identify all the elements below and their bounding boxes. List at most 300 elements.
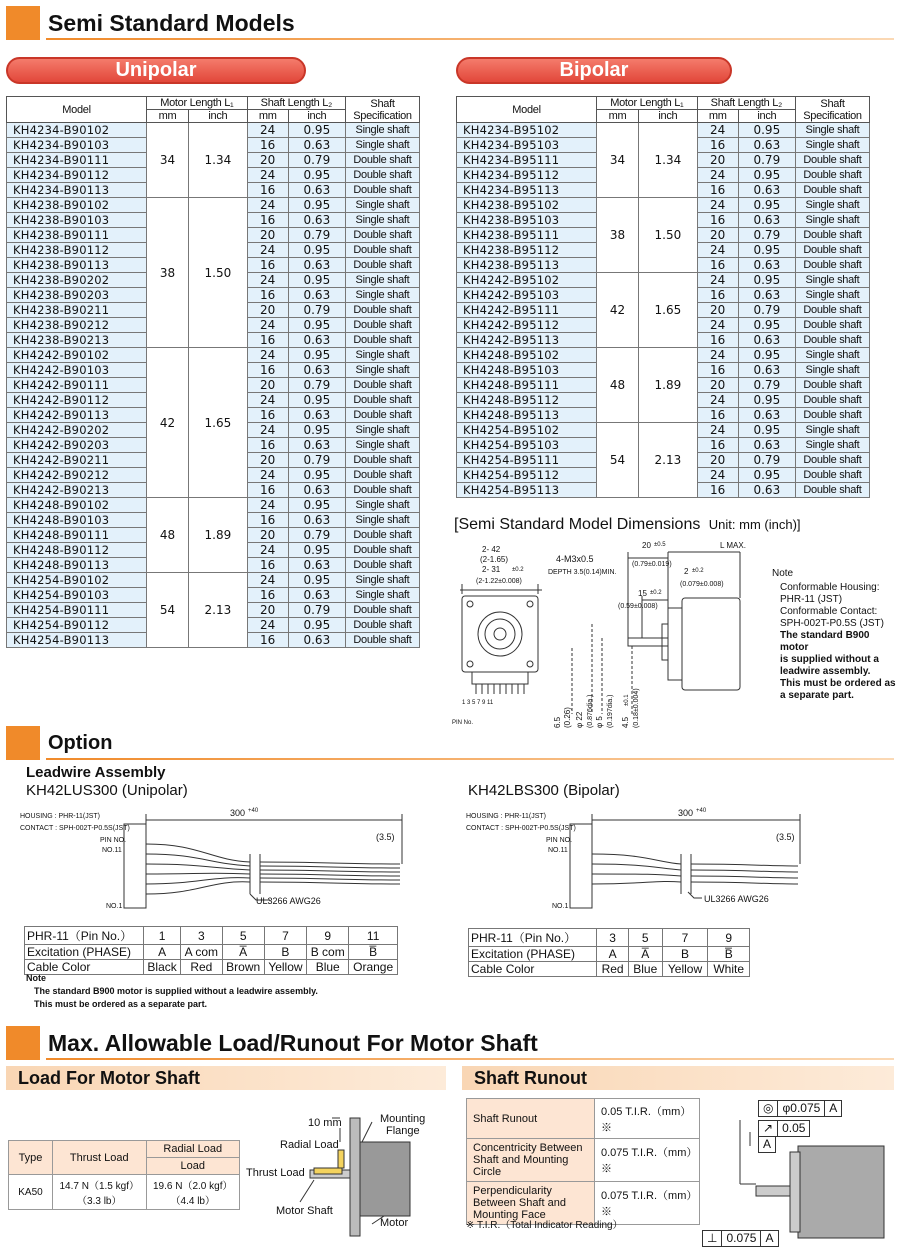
shaft-length-inch: 0.95: [288, 243, 345, 258]
unipolar-pin-table: [24, 926, 398, 975]
model-cell: KH4248-B90111: [7, 528, 147, 543]
model-cell: KH4238-B90102: [7, 198, 147, 213]
shaft-length-mm: 20: [247, 378, 288, 393]
shaft-length-inch: 0.63: [288, 138, 345, 153]
shaft-length-inch: 0.63: [288, 333, 345, 348]
shaft-length-mm: 20: [247, 153, 288, 168]
wire-spec: UL3266 AWG26: [256, 896, 321, 906]
shaft-length-inch: 0.79: [738, 228, 795, 243]
col-inch: inch: [189, 110, 248, 123]
shaft-length-mm: 24: [697, 393, 738, 408]
bipolar-table-body: [457, 123, 870, 498]
no1-label: NO.1: [552, 903, 569, 910]
pin-row: [469, 929, 750, 947]
motor-label: Motor: [380, 1217, 409, 1229]
col-mm: mm: [697, 110, 738, 123]
shaft-length-inch: 0.95: [288, 123, 345, 138]
shaft-length-mm: 16: [247, 288, 288, 303]
shaft-length-mm: 16: [247, 483, 288, 498]
model-cell: KH4234-B90112: [7, 168, 147, 183]
model-cell: KH4242-B90112: [7, 393, 147, 408]
model-cell: KH4242-B95113: [457, 333, 597, 348]
runout-key: Shaft Runout: [467, 1099, 595, 1139]
model-cell: KH4254-B90113: [7, 633, 147, 648]
dim-15-tol: ±0.2: [650, 590, 662, 596]
row-radial: 19.6 N（2.0 kgf）（4.4 lb）: [146, 1175, 240, 1210]
model-cell: KH4242-B90212: [7, 468, 147, 483]
shaft-length-inch: 0.63: [738, 363, 795, 378]
contact-label: CONTACT : SPH-002T-P0.5S(JST): [20, 825, 130, 832]
model-cell: KH4238-B95113: [457, 258, 597, 273]
motor-length-inch: 1.65: [189, 348, 248, 498]
housing: [570, 824, 592, 908]
shaft-length-mm: 24: [697, 168, 738, 183]
pin-cell: 5: [628, 929, 662, 947]
shaft-length-mm: 16: [247, 258, 288, 273]
model-cell: KH4238-B95103: [457, 213, 597, 228]
shaft-spec-cell: Single shaft: [796, 348, 870, 363]
pin-cell: 11: [349, 927, 398, 945]
note-line: a separate part.: [780, 690, 854, 701]
motor-length-mm: 34: [597, 123, 639, 198]
shaft-spec-cell: Double shaft: [346, 603, 420, 618]
shaft-length-inch: 0.79: [288, 603, 345, 618]
motor-length-mm: 54: [147, 573, 189, 648]
thrust-load-arrow: [314, 1168, 342, 1174]
shaft-spec-cell: Single shaft: [346, 588, 420, 603]
model-cell: KH4234-B90103: [7, 138, 147, 153]
model-cell: KH4234-B95113: [457, 183, 597, 198]
break-mark: [681, 854, 691, 894]
col-type: Type: [9, 1141, 53, 1175]
shaft-length-mm: 24: [697, 273, 738, 288]
shaft-length-inch: 0.95: [288, 198, 345, 213]
col-shaft-length: Shaft Length L₂: [697, 97, 795, 110]
model-cell: KH4248-B95111: [457, 378, 597, 393]
row-header: Excitation (PHASE): [469, 947, 597, 962]
runout-value: 0.05 T.I.R.（mm）※: [595, 1099, 700, 1139]
col-thrust: Thrust Load: [53, 1141, 147, 1175]
dim-v4b: (0.18±0.004): [633, 688, 640, 728]
shaft-length-mm: 24: [247, 168, 288, 183]
shaft-length-mm: 20: [697, 153, 738, 168]
thrust-load-label: Thrust Load: [246, 1167, 305, 1179]
connector: [472, 672, 528, 684]
shaft-spec-cell: Double shaft: [796, 243, 870, 258]
strip-length: (3.5): [376, 832, 395, 842]
motor-length-inch: 1.50: [189, 198, 248, 348]
shaft-spec-cell: Single shaft: [346, 498, 420, 513]
shaft-spec-cell: Double shaft: [346, 318, 420, 333]
dim-b-in: (2-1.22±0.008): [476, 578, 522, 585]
shaft-length-inch: 0.95: [738, 273, 795, 288]
pin-cell: A: [144, 945, 181, 960]
runout-subheader: Shaft Runout: [462, 1066, 894, 1090]
no1-label: NO.1: [106, 903, 123, 910]
dim-v2b: (0.876dia.): [587, 694, 594, 728]
shaft-length-mm: 24: [697, 468, 738, 483]
model-cell: KH4238-B95112: [457, 243, 597, 258]
shaft-length-inch: 0.63: [738, 408, 795, 423]
model-cell: KH4238-B90212: [7, 318, 147, 333]
shaft-length-inch: 0.63: [288, 363, 345, 378]
gdt-perpendicularity: [702, 1230, 779, 1247]
gdt-ref: A: [765, 1231, 774, 1245]
model-cell: KH4242-B90113: [7, 408, 147, 423]
note-title: Note: [772, 568, 794, 579]
shaft-spec-cell: Double shaft: [346, 468, 420, 483]
model-cell: KH4254-B95113: [457, 483, 597, 498]
dim-b: 2- 31: [482, 565, 501, 574]
col-motor-length: Motor Length L₁: [597, 97, 698, 110]
col-radial: Radial Load: [146, 1141, 240, 1158]
shaft-length-mm: 20: [247, 228, 288, 243]
shaft-length-inch: 0.63: [738, 213, 795, 228]
dim-a: 2- 42: [482, 545, 501, 554]
shaft-length-mm: 16: [697, 258, 738, 273]
motor-length-inch: 1.34: [639, 123, 698, 198]
shaft-spec-cell: Single shaft: [346, 213, 420, 228]
shaft-length-mm: 16: [697, 213, 738, 228]
shaft-length-mm: 24: [247, 543, 288, 558]
row-header: Excitation (PHASE): [25, 945, 144, 960]
gdt-datum-a: [758, 1136, 776, 1153]
shaft-spec-cell: Double shaft: [796, 258, 870, 273]
shaft-length-inch: 0.63: [738, 483, 795, 498]
shaft-spec-cell: Double shaft: [346, 258, 420, 273]
shaft-length-mm: 16: [247, 588, 288, 603]
pin-cell: Black: [144, 960, 181, 975]
dimensions-unit: Unit: mm (inch)]: [708, 517, 801, 532]
model-cell: KH4248-B90113: [7, 558, 147, 573]
wires-right: [260, 862, 400, 884]
motor-length-mm: 48: [147, 498, 189, 573]
shaft-spec-cell: Double shaft: [796, 483, 870, 498]
section-rule: [46, 38, 894, 40]
table-row: [457, 423, 870, 438]
dim-v4-tol: ±0.1: [624, 694, 630, 706]
dim-15-in: (0.59±0.008): [618, 603, 658, 610]
model-cell: KH4248-B95113: [457, 408, 597, 423]
motor-length-mm: 54: [597, 423, 639, 498]
shaft-length-inch: 0.63: [738, 183, 795, 198]
length-label: 300: [230, 808, 246, 818]
section-marker: [6, 1026, 40, 1060]
section-header-semi-standard: [6, 6, 894, 40]
model-cell: KH4248-B90103: [7, 513, 147, 528]
shaft-length-inch: 0.63: [738, 288, 795, 303]
section-rule: [46, 1058, 894, 1060]
pin-row: [25, 927, 398, 945]
runout-key: Perpendicularity Between Shaft and Mounting Face: [467, 1182, 595, 1225]
shaft-length-inch: 0.95: [738, 198, 795, 213]
shaft-spec-cell: Single shaft: [796, 198, 870, 213]
row-header: Cable Color: [469, 962, 597, 977]
shaft-spec-cell: Single shaft: [346, 573, 420, 588]
pin-cell: 9: [307, 927, 349, 945]
shaft-spec-cell: Double shaft: [796, 453, 870, 468]
load-table: [8, 1140, 240, 1210]
shaft-length-mm: 16: [697, 288, 738, 303]
pin-cell: 7: [662, 929, 708, 947]
shaft-spec-cell: Double shaft: [346, 618, 420, 633]
pin-cell: Brown: [222, 960, 264, 975]
dim-b-tol: ±0.2: [512, 567, 524, 573]
shaft-length-inch: 0.95: [738, 468, 795, 483]
model-cell: KH4248-B90102: [7, 498, 147, 513]
col-motor-length: Motor Length L₁: [147, 97, 248, 110]
model-cell: KH4248-B95103: [457, 363, 597, 378]
shaft-spec-cell: Single shaft: [346, 348, 420, 363]
shaft-length-inch: 0.63: [288, 633, 345, 648]
model-cell: KH4248-B95102: [457, 348, 597, 363]
dim-v1: 6.5: [553, 716, 562, 728]
gdt-runout: [758, 1120, 810, 1137]
pin-cell: 5: [222, 927, 264, 945]
shaft-spec-cell: Double shaft: [796, 153, 870, 168]
wires: [146, 844, 250, 894]
shaft-length-inch: 0.63: [288, 258, 345, 273]
shaft-length-inch: 0.95: [738, 123, 795, 138]
pin-cell: A̅: [628, 947, 662, 962]
color-row: [469, 962, 750, 977]
shaft-spec-cell: Double shaft: [346, 303, 420, 318]
vertical-dims: [572, 624, 632, 714]
section-title: Option: [48, 731, 113, 754]
model-cell: KH4234-B90111: [7, 153, 147, 168]
shaft-length-inch: 0.95: [288, 393, 345, 408]
housing-label: HOUSING : PHR-11(JST): [466, 813, 546, 820]
dim-20: 20: [642, 541, 651, 550]
col-inch: inch: [738, 110, 795, 123]
pin-cell: Blue: [628, 962, 662, 977]
section-header-max-load: [6, 1026, 894, 1060]
motor-length-inch: 1.50: [639, 198, 698, 273]
table-row: [457, 198, 870, 213]
dim-v4: 4.5: [621, 716, 630, 728]
dim-20-tol: ±0.5: [654, 542, 666, 548]
pin-cell: 7: [264, 927, 306, 945]
pin-cell: A̅: [222, 945, 264, 960]
model-cell: KH4238-B90113: [7, 258, 147, 273]
section-header-option: [6, 726, 894, 760]
bipolar-pill: Bipolar: [456, 57, 732, 84]
shaft-length-mm: 24: [247, 618, 288, 633]
flange-label-2: Flange: [386, 1125, 420, 1137]
perpendicularity-icon: ⊥: [703, 1231, 722, 1246]
shaft-spec-cell: Single shaft: [346, 138, 420, 153]
shaft-length-inch: 0.79: [288, 528, 345, 543]
dim-v3: φ 5: [595, 716, 604, 728]
shaft-spec-cell: Double shaft: [346, 408, 420, 423]
shaft-spec-cell: Single shaft: [346, 438, 420, 453]
shaft-spec-cell: Single shaft: [796, 138, 870, 153]
shaft-spec-cell: Double shaft: [346, 633, 420, 648]
shaft-length-inch: 0.95: [288, 423, 345, 438]
pin-cell: 3: [181, 927, 222, 945]
shaft-length-inch: 0.95: [738, 423, 795, 438]
load-subheader: Load For Motor Shaft: [6, 1066, 446, 1090]
model-cell: KH4238-B90103: [7, 213, 147, 228]
bipolar-leadwire-drawing: [466, 804, 806, 922]
shaft-spec-cell: Single shaft: [346, 273, 420, 288]
pin-cell: A com: [181, 945, 222, 960]
shaft-length-mm: 16: [697, 483, 738, 498]
shaft-length-mm: 24: [697, 198, 738, 213]
shaft-length-mm: 24: [247, 243, 288, 258]
motor-length-mm: 38: [147, 198, 189, 348]
pin-cell: B̅: [708, 947, 750, 962]
row-header: PHR-11（Pin No.）: [469, 929, 597, 947]
shaft-length-mm: 24: [697, 348, 738, 363]
dim-2-in: (0.079±0.008): [680, 581, 724, 588]
model-cell: KH4234-B95103: [457, 138, 597, 153]
shaft-length-inch: 0.95: [288, 348, 345, 363]
col-shaft-spec: Shaft Specification: [796, 97, 870, 123]
pin-cell: White: [708, 962, 750, 977]
pin-cell: 1: [144, 927, 181, 945]
pin-cell: Yellow: [662, 962, 708, 977]
row-type: KA50: [9, 1175, 53, 1210]
shaft-length-inch: 0.79: [288, 378, 345, 393]
shaft-length-inch: 0.63: [738, 138, 795, 153]
pin-cell: B com: [307, 945, 349, 960]
ten-mm-label: 10 mm: [308, 1117, 342, 1129]
shaft-spec-cell: Double shaft: [346, 483, 420, 498]
shaft-length-mm: 16: [247, 138, 288, 153]
boss-side: [662, 624, 668, 660]
shaft-spec-cell: Double shaft: [346, 153, 420, 168]
shaft-length-mm: 16: [247, 333, 288, 348]
runout-key: Concentricity Between Shaft and Mounting Circle: [467, 1139, 595, 1182]
shaft-spec-cell: Double shaft: [796, 183, 870, 198]
note-line: The standard B900 motor is supplied without a leadwire assembly.: [34, 986, 318, 996]
shaft-length-mm: 24: [247, 273, 288, 288]
model-cell: KH4254-B90112: [7, 618, 147, 633]
motor-length-inch: 1.89: [639, 348, 698, 423]
row-header: PHR-11（Pin No.）: [25, 927, 144, 945]
model-cell: KH4242-B90111: [7, 378, 147, 393]
shaft-spec-cell: Single shaft: [796, 273, 870, 288]
shaft-length-inch: 0.95: [738, 318, 795, 333]
note-line: PHR-11 (JST): [780, 594, 843, 605]
section-marker: [6, 726, 40, 760]
model-cell: KH4242-B90211: [7, 453, 147, 468]
model-cell: KH4242-B95111: [457, 303, 597, 318]
pin-cell: Red: [597, 962, 628, 977]
shaft-spec-cell: Single shaft: [346, 513, 420, 528]
motor-side-body: [682, 598, 740, 690]
shaft-length-inch: 0.95: [288, 543, 345, 558]
wire-leader: [688, 892, 702, 898]
runout-arrow-icon: ↗: [759, 1121, 778, 1136]
shaft-length-mm: 24: [247, 498, 288, 513]
motor-length-inch: 1.65: [639, 273, 698, 348]
shaft-length-mm: 16: [697, 408, 738, 423]
col-inch: inch: [288, 110, 345, 123]
section-rule: [46, 758, 894, 760]
dim-2: 2: [684, 567, 689, 576]
gdt-value: 0.05: [782, 1121, 806, 1135]
dim-v1b: (0.26): [563, 707, 572, 728]
dim-m3: 4-M3x0.5: [556, 554, 594, 564]
table-row: [457, 348, 870, 363]
model-cell: KH4234-B90102: [7, 123, 147, 138]
motor-length-mm: 34: [147, 123, 189, 198]
row-header: Cable Color: [25, 960, 144, 975]
length-dim: [592, 814, 800, 864]
shaft-length-inch: 0.95: [738, 168, 795, 183]
shaft-length-mm: 24: [247, 318, 288, 333]
shaft-length-mm: 24: [247, 393, 288, 408]
shaft-length-inch: 0.63: [288, 513, 345, 528]
pin-cell: Orange: [349, 960, 398, 975]
model-cell: KH4242-B95103: [457, 288, 597, 303]
pin-cell: B: [662, 947, 708, 962]
flange-side: [668, 608, 682, 680]
shaft-length-inch: 0.95: [738, 348, 795, 363]
note-line: Conformable Contact:: [780, 606, 878, 617]
pin-cell: Blue: [307, 960, 349, 975]
shaft-spec-cell: Single shaft: [346, 423, 420, 438]
model-cell: KH4248-B95112: [457, 393, 597, 408]
shaft-end: [494, 628, 506, 640]
motor-length-mm: 42: [597, 273, 639, 348]
mounting-hole: [527, 601, 533, 607]
shaft-length-inch: 0.63: [738, 258, 795, 273]
shaft-length-mm: 16: [697, 333, 738, 348]
table-row: [457, 273, 870, 288]
model-cell: KH4234-B90113: [7, 183, 147, 198]
runout-value: 0.075 T.I.R.（mm）※: [595, 1139, 700, 1182]
pin-cell: 9: [708, 929, 750, 947]
table-row: [7, 198, 420, 213]
row-thrust: 14.7 N（1.5 kgf）（3.3 lb）: [53, 1175, 147, 1210]
runout-row: [467, 1099, 700, 1139]
model-cell: KH4238-B90111: [7, 228, 147, 243]
col-model: Model: [457, 97, 597, 123]
shaft-length-inch: 0.63: [738, 333, 795, 348]
shaft-length-mm: 20: [697, 378, 738, 393]
shaft-spec-cell: Double shaft: [346, 183, 420, 198]
pin-no-label: PIN NO.: [546, 837, 573, 844]
bipolar-pin-table: [468, 928, 750, 977]
shaft-length-inch: 0.79: [288, 303, 345, 318]
model-cell: KH4238-B95111: [457, 228, 597, 243]
shaft-length-mm: 20: [247, 303, 288, 318]
runout-table: [466, 1098, 700, 1225]
note-line: leadwire assembly.: [780, 666, 871, 677]
runout-value: 0.075 T.I.R.（mm）※: [595, 1182, 700, 1225]
pin-cell: B: [264, 945, 306, 960]
pin-cell: Red: [181, 960, 222, 975]
shaft-label: Motor Shaft: [276, 1205, 333, 1217]
model-cell: KH4238-B90211: [7, 303, 147, 318]
col-mm: mm: [147, 110, 189, 123]
option-note: [26, 972, 318, 1011]
model-cell: KH4254-B90102: [7, 573, 147, 588]
motor-length-inch: 2.13: [639, 423, 698, 498]
shaft-length-mm: 24: [247, 423, 288, 438]
shaft-spec-cell: Double shaft: [346, 453, 420, 468]
dim-2-tol: ±0.2: [692, 568, 704, 574]
shaft-length-inch: 0.63: [288, 183, 345, 198]
shaft-length-inch: 0.79: [288, 153, 345, 168]
radial-load-label: Radial Load: [280, 1139, 339, 1151]
phase-row: [25, 945, 398, 960]
note-line: Conformable Housing:: [780, 582, 880, 593]
shaft-spec-cell: Double shaft: [346, 528, 420, 543]
